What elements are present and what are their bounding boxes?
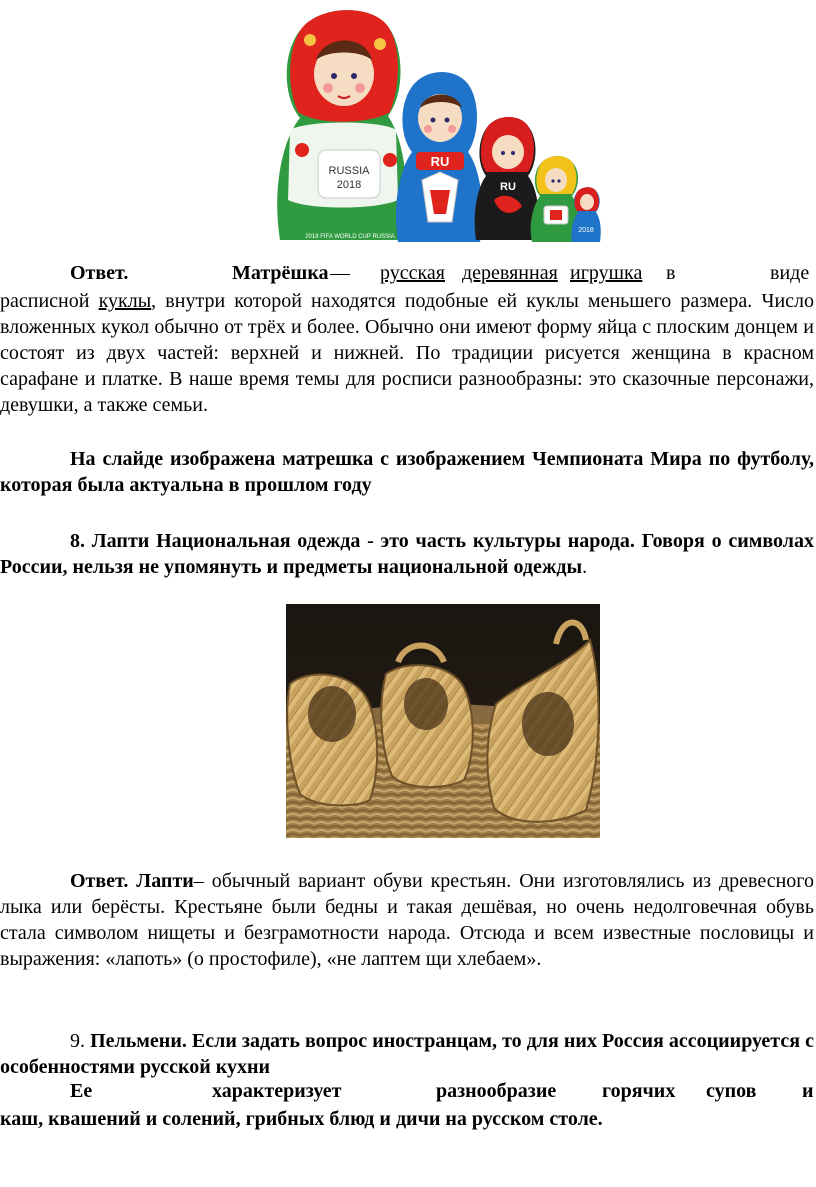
matryoshka-illustration [276,0,602,250]
cuisine-w5: супов [706,1080,757,1102]
link-kukly[interactable]: куклы [98,290,152,312]
word-vide: виде [770,262,810,284]
doll-big-text-2: 2018 [336,179,362,191]
cuisine-w6: и [802,1080,814,1102]
answer-1-line-1 [0,262,814,288]
answer-2-text: – обычный вариант обуви крестьян. Они изготовлялись из древесного лыка или берёсты. Крестьяне были бедны и такая дешёвая, но очень недолговечная обувь стала символом нищеты и безграмотности народа. Отсюда и всем известные пословицы и выражения: «лапоть» (о простофиле), «не лаптем щи хлебаем». [0,870,814,970]
cuisine-w3: разнообразие [436,1080,557,1102]
cuisine-line-2: каш, квашений и солений, грибных блюд и дичи на русском столе. [0,1108,603,1130]
link-russkaya[interactable]: русская [380,262,445,284]
doll-small-text: 2018 [578,227,594,234]
doll-big-text-1: RUSSIA [328,165,370,177]
question-8-text: 8. Лапти Национальная одежда - это часть культуры народа. Говоря о символах России, нельзя не упомянуть и предметы национальной одежды [0,530,814,578]
cuisine-line-1 [0,1080,814,1106]
doll-big-base-text: 2018 FIFA WORLD CUP RUSSIA [305,234,395,240]
link-igrushka[interactable]: игрушка [570,262,643,284]
question-9 [0,1028,814,1080]
dash: — [330,262,350,284]
question-9-number: 9. [70,1030,91,1052]
doll-blue-text: RU [430,154,450,169]
answer-1-text-a: расписной [0,290,99,312]
term-matryoshka: Матрёшка [232,262,329,284]
word-v: в [666,262,676,284]
answer-2-lead: Ответ. Лапти [70,870,194,892]
question-8-period: . [582,556,588,578]
answer-1-text-rest: , внутри которой находятся подобные ей куклы меньшего размера. Число вложенных кукол обычно от трёх и более. Обычно они имеют форму яйца с плоским донцем и состоят из двух частей: верхней и нижней. По традиции рисуется женщина в красном сарафане и платке. В наше время темы для росписи разнообразны: это сказочные персонажи, девушки, а также семьи. [0,290,814,416]
cuisine-w4: горячих [602,1080,676,1102]
matryoshka-image [276,0,602,250]
link-derevyannaya[interactable]: деревянная [462,262,558,284]
lapti-image [286,604,600,838]
doll-black-text: RU [500,181,516,193]
answer-label: Ответ. [70,262,129,284]
question-8 [0,528,814,580]
question-9-text: Пельмени. Если задать вопрос иностранцам, то для них Россия ассоциируется с особенностями русской кухни [0,1030,815,1078]
answer-2 [0,868,814,972]
slide-note: На слайде изображена матрешка с изображением Чемпионата Мира по футболу, которая была актуальна в прошлом году [0,448,814,496]
cuisine-w2: характеризует [212,1080,342,1102]
lapti-illustration [286,604,600,838]
answer-1-body [0,288,814,418]
cuisine-w1: Ее [70,1080,93,1102]
